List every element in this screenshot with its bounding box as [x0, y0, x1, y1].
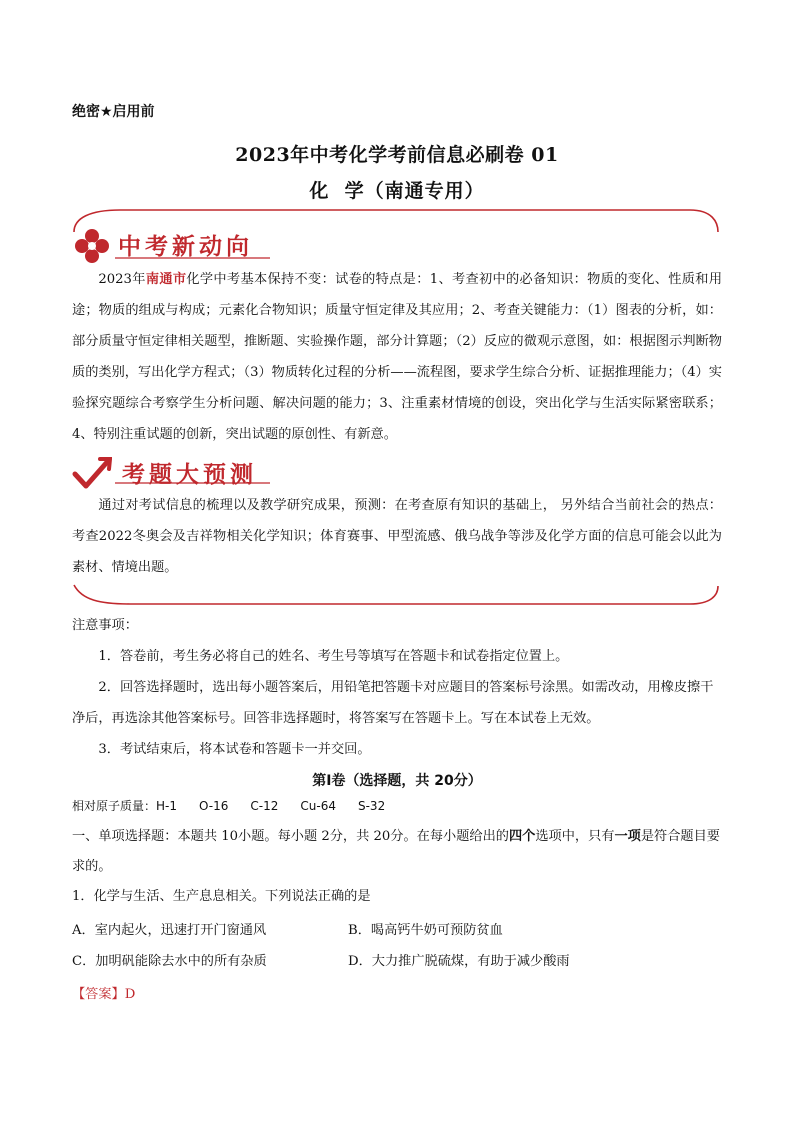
exam-subtitle: 化 学（南通专用） [309, 180, 485, 202]
instructions-d: 一项 [614, 829, 641, 844]
section-title-trends: 中考新动向 [118, 234, 253, 260]
mass-cu: Cu-64 [300, 799, 336, 813]
mass-h: H-1 [156, 799, 178, 813]
instructions-e: 是符合题目要求的。 [72, 829, 720, 874]
instructions-c: 选项中，只有 [535, 829, 615, 844]
exam-title: 2023年中考化学考前信息必刷卷 01 [235, 144, 559, 166]
instructions-b: 四个 [508, 829, 536, 844]
notes-item-2: 2．回答选择题时，选出每小题答案后，用铅笔把答题卡对应题目的答案标号涂黑。如需改动，用橡皮擦干净后，再选涂其他答案标号。回答非选择题时，将答案写在答题卡上。写在本试卷上无效。 [72, 680, 714, 726]
notes-block [72, 610, 722, 765]
notes-item-3: 3．考试结束后，将本试卷和答题卡一并交回。 [98, 742, 371, 757]
forecast-paragraph [72, 490, 722, 583]
option-a: A．室内起火，迅速打开门窗通风 [72, 923, 267, 938]
mass-o: O-16 [199, 799, 229, 813]
option-c: C．加明矾能除去水中的所有杂质 [72, 954, 267, 969]
instructions-a: 一、单项选择题：本题共 10小题。每小题 2分，共 20分。在每小题给出的 [72, 829, 509, 844]
answer-line [72, 983, 135, 1002]
atomic-mass-label: 相对原子质量： [72, 799, 157, 813]
trends-lead: 2023年 [98, 272, 146, 287]
option-d: D．大力推广脱硫煤，有助于减少酸雨 [348, 954, 570, 969]
trends-paragraph [72, 264, 722, 450]
atomic-mass-line [72, 797, 407, 814]
notes-heading: 注意事项： [72, 618, 138, 633]
confidential-mark: 绝密★启用前 [72, 104, 155, 120]
mass-s: S-32 [357, 799, 386, 813]
clover-icon [74, 228, 110, 264]
trends-city: 南通市 [145, 272, 187, 287]
notes-item-1: 1．答卷前，考生务必将自己的姓名、考生号等填写在答题卡和试卷指定位置上。 [98, 649, 569, 664]
mass-c: C-12 [250, 799, 279, 813]
answer-label: 【答案】 [72, 987, 125, 1002]
arrow-check-icon [72, 456, 112, 490]
question-stem: 1．化学与生活、生产息息相关。下列说法正确的是 [72, 889, 371, 904]
option-b: B．喝高钙牛奶可预防贫血 [348, 923, 503, 938]
answer-value: D [124, 987, 136, 1002]
section-title-forecast: 考题大预测 [122, 462, 257, 488]
part-heading: 第Ⅰ卷（选择题，共 20分） [312, 773, 482, 789]
forecast-text: 通过对考试信息的梳理以及教学研究成果，预测：在考查原有知识的基础上， 另外结合当前社会的热点：考查2022冬奥会及吉祥物相关化学知识；体育赛事、甲型流感、俄乌战争等涉及化学方面的信息可能会以此为素材、情境出题。 [72, 498, 722, 575]
section-instructions [72, 822, 722, 882]
trends-text: 化学中考基本保持不变：试卷的特点是：1、考查初中的必备知识：物质的变化、性质和用途；物质的组成与构成；元素化合物知识；质量守恒定律及其应用；2、考查关键能力：（1）图表的分析，如：部分质量守恒定律相关题型，推断题、实验操作题，部分计算题；（2）反应的微观示意图，如：根据图示判断物质的类别，写出化学方程式；（3）物质转化过程的分析——流程图，要求学生综合分析、证据推理能力；（4）实验探究题综合考察学生分析问题、解决问题的能力；3、注重素材情境的创设，突出化学与生活实际紧密联系；4、特别注重试题的创新，突出试题的原创性、有新意。 [72, 272, 723, 442]
